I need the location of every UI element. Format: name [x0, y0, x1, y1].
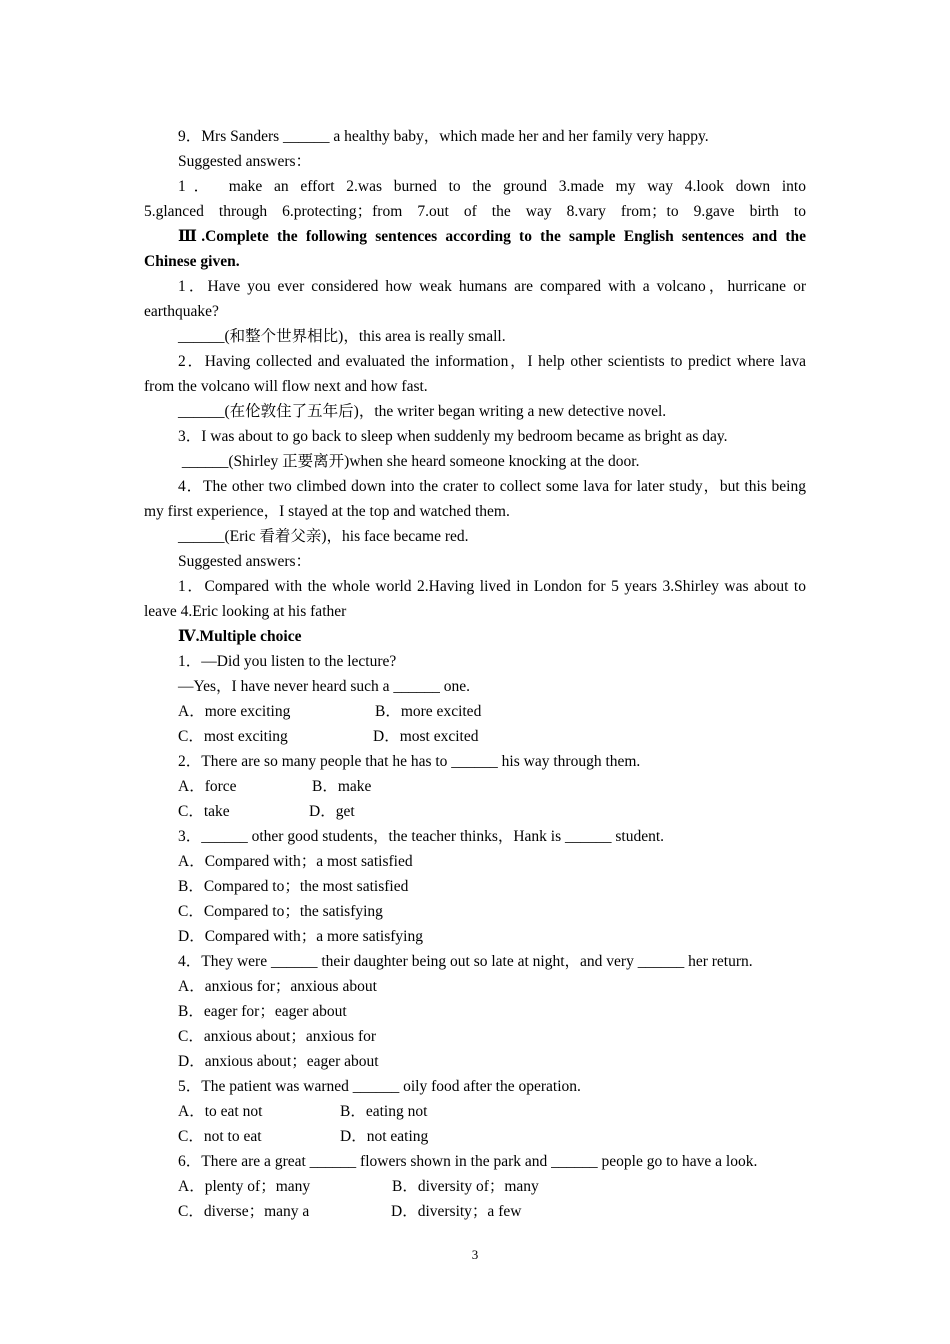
option-a: A．plenty of；many	[178, 1178, 311, 1195]
option-d: D．anxious about；eager about	[178, 1053, 379, 1070]
suggested-answers-label: Suggested answers：	[178, 153, 312, 170]
mc-question-1-line-2: —Yes，I have never heard such a ______ one.	[178, 678, 470, 695]
task-sentence-2: ______(在伦敦住了五年后)，the writer began writing a new detective novel.	[178, 403, 667, 420]
option-d: D．get	[309, 803, 355, 820]
mc-question-6: 6．There are a great ______ flowers shown in the park and ______ people go to have a look.	[178, 1153, 758, 1170]
task-sentence-1: ______(和整个世界相比)，this area is really small.	[178, 328, 506, 345]
section-3-heading: Ⅲ.Complete the following sentences according to the sample English sentences and the Chinese given.	[144, 228, 806, 270]
mc-q2-options-cd	[144, 799, 806, 824]
option-a: A．force	[178, 778, 237, 795]
sample-sentence-1: 1．Have you ever considered how weak humans are compared with a volcano，hurricane or earthquake?	[144, 278, 806, 320]
option-b: B．eating not	[340, 1103, 428, 1120]
option-c: C．diverse；many a	[178, 1203, 310, 1220]
option-d: D．most excited	[373, 728, 479, 745]
option-d: D．not eating	[340, 1128, 429, 1145]
option-b: B．more excited	[375, 703, 482, 720]
answers-line-2: 5.glanced through 6.protecting；from 7.out of the way 8.vary from；to 9.gave birth to	[144, 203, 806, 220]
mc-q5-options-ab	[144, 1099, 806, 1124]
option-c: C．anxious about；anxious for	[178, 1028, 377, 1045]
section-4-heading: Ⅳ.Multiple choice	[178, 628, 302, 645]
mc-q5-options-cd	[144, 1124, 806, 1149]
mc-question-5: 5．The patient was warned ______ oily food after the operation.	[178, 1078, 581, 1095]
page-number: 3	[471, 1247, 479, 1262]
mc-question-1-line-1: 1．—Did you listen to the lecture?	[178, 653, 397, 670]
option-b: B．diversity of；many	[392, 1178, 539, 1195]
option-a: A．to eat not	[178, 1103, 263, 1120]
answers-line-1: 1． make an effort 2.was burned to the ground 3.made my way 4.look down into	[178, 178, 806, 195]
mc-question-4: 4．They were ______ their daughter being out so late at night，and very ______ her return.	[178, 953, 753, 970]
option-a: A．more exciting	[178, 703, 291, 720]
task-sentence-4: ______(Eric 看着父亲)，his face became red.	[178, 528, 469, 545]
option-d: D．diversity；a few	[391, 1203, 522, 1220]
mc-q1-options-cd	[144, 724, 806, 749]
question-9: 9．Mrs Sanders ______ a healthy baby，which made her and her family very happy.	[178, 128, 709, 145]
option-c: C．most exciting	[178, 728, 288, 745]
section-3-answers: 1．Compared with the whole world 2.Having lived in London for 5 years 3.Shirley was about to leave 4.Eric looking at his father	[144, 578, 806, 620]
mc-q1-options-ab	[144, 699, 806, 724]
mc-q6-options-ab	[144, 1174, 806, 1199]
option-c: C．Compared to；the satisfying	[178, 903, 383, 920]
mc-question-3: 3．______ other good students，the teacher thinks，Hank is ______ student.	[178, 828, 665, 845]
option-b: B．eager for；eager about	[178, 1003, 347, 1020]
option-a: A．Compared with；a most satisfied	[178, 853, 413, 870]
mc-q2-options-ab	[144, 774, 806, 799]
mc-question-2: 2．There are so many people that he has to ______ his way through them.	[178, 753, 641, 770]
task-sentence-3: ______(Shirley 正要离开)when she heard someone knocking at the door.	[178, 453, 640, 470]
mc-q6-options-cd	[144, 1199, 806, 1224]
sample-sentence-3: 3．I was about to go back to sleep when suddenly my bedroom became as bright as day.	[178, 428, 728, 445]
option-b: B．make	[312, 778, 372, 795]
option-b: B．Compared to；the most satisfied	[178, 878, 409, 895]
sample-sentence-2: 2．Having collected and evaluated the information，I help other scientists to predict where lava from the volcano will flow next and how fast.	[144, 353, 806, 395]
option-d: D．Compared with；a more satisfying	[178, 928, 423, 945]
sample-sentence-4: 4．The other two climbed down into the crater to collect some lava for later study，but this being my first experience，I stayed at the top and watched them.	[144, 478, 806, 520]
option-c: C．not to eat	[178, 1128, 262, 1145]
option-a: A．anxious for；anxious about	[178, 978, 377, 995]
page-content	[144, 124, 806, 1224]
option-c: C．take	[178, 803, 230, 820]
section-3-suggested-label: Suggested answers：	[178, 553, 312, 570]
